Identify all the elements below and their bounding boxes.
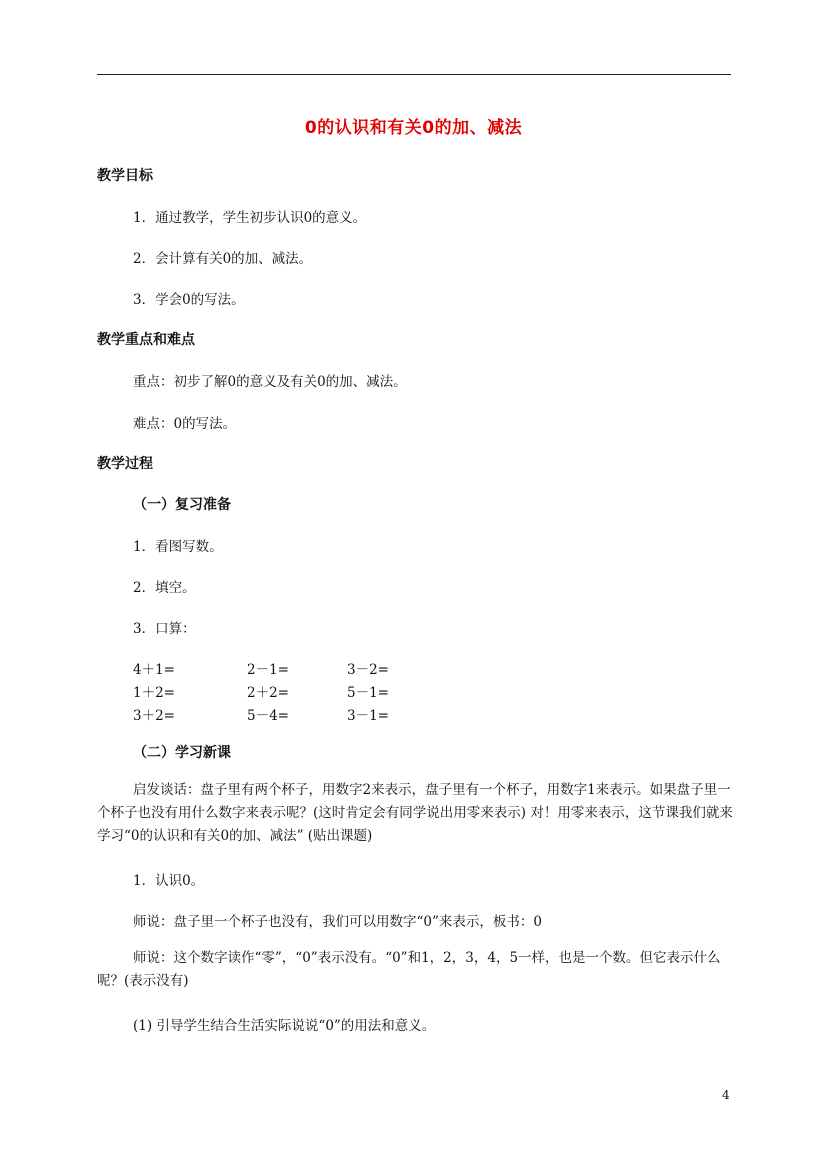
review-heading: （一）复习准备 [133, 497, 231, 513]
calc-cell: 2＋2= [247, 685, 289, 701]
calc-row [133, 681, 433, 704]
objectives-heading: 教学目标 [97, 168, 153, 184]
objective-item: 1．通过教学，学生初步认识0的意义。 [133, 210, 367, 226]
calc-cell: 3－1= [347, 708, 389, 724]
keypoint-item: 难点：0的写法。 [133, 416, 237, 432]
keypoint-item: 重点：初步了解0的意义及有关0的加、减法。 [133, 374, 407, 390]
header-rule [97, 74, 731, 75]
calc-cell: 5－4= [247, 708, 289, 724]
calc-cell: 4＋1= [133, 662, 175, 678]
calc-cell: 3－2= [347, 662, 389, 678]
teacher-paragraph [97, 947, 737, 993]
objective-item: 2．会计算有关0的加、减法。 [133, 251, 313, 267]
calc-row [133, 704, 433, 727]
step-item: 1．认识0。 [133, 873, 205, 889]
calc-row [133, 658, 433, 681]
page-number: 4 [722, 1088, 730, 1102]
calc-cell: 2－1= [247, 662, 289, 678]
calc-cell: 5－1= [347, 685, 389, 701]
review-item: 1．看图写数。 [133, 539, 223, 555]
teacher-line: 师说：盘子里一个杯子也没有，我们可以用数字“0”来表示，板书：0 [133, 914, 542, 930]
page-title: 0的认识和有关0的加、减法 [304, 118, 523, 138]
intro-text: 启发谈话：盘子里有两个杯子，用数字2来表示，盘子里有一个杯子，用数字1来表示。如果盘子里一个杯子也没有用什么数字来表示呢？(这时肯定会有同学说出用零来表示) 对！用零来表示，这节课我们就来学习“0的认识和有关0的加、减法” (贴出课题) [97, 782, 733, 844]
review-item: 3．口算： [133, 621, 196, 637]
objective-item: 3．学会0的写法。 [133, 292, 245, 308]
oral-calc-grid [133, 658, 433, 727]
new-lesson-heading: （二）学习新课 [133, 745, 231, 761]
process-heading: 教学过程 [97, 456, 153, 472]
teacher-text: 师说：这个数字读作“零”，“0”表示没有。“0”和1，2，3，4，5一样，也是一个数。但它表示什么呢？(表示没有) [97, 950, 721, 989]
calc-cell: 3＋2= [133, 708, 175, 724]
keypoints-heading: 教学重点和难点 [97, 332, 195, 348]
calc-cell: 1＋2= [133, 685, 175, 701]
guide-item: (1) 引导学生结合生活实际说说“0”的用法和意义。 [133, 1018, 436, 1034]
review-item: 2．填空。 [133, 580, 196, 596]
intro-paragraph [97, 779, 737, 848]
